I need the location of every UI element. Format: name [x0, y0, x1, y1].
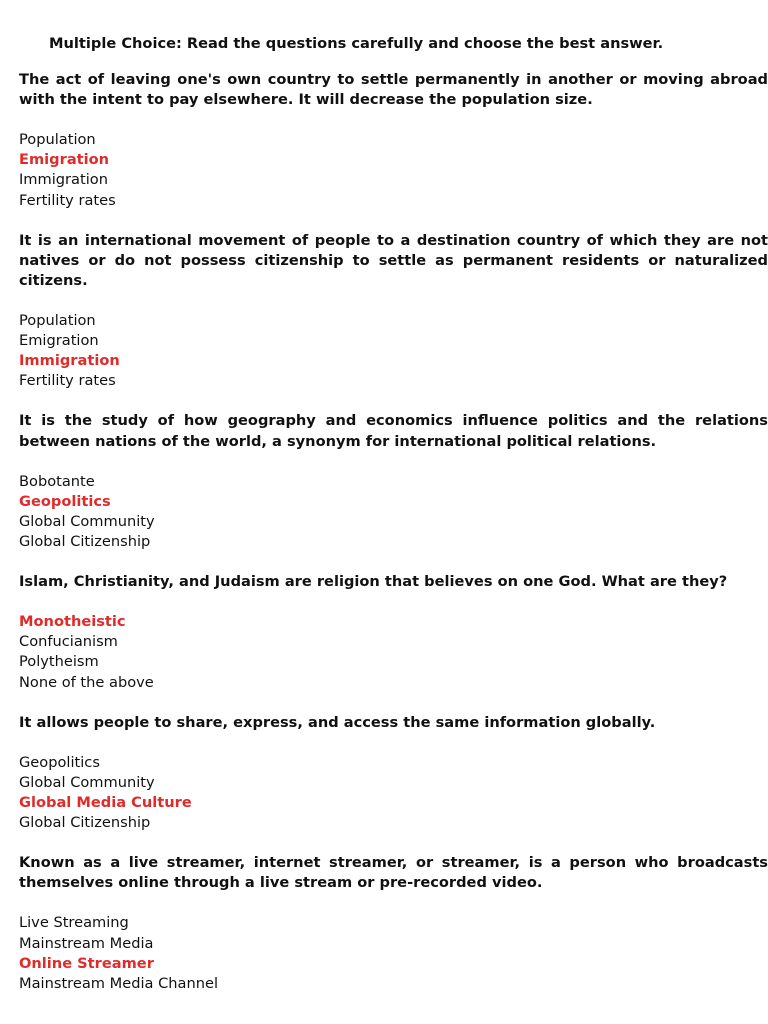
question-text: It is the study of how geography and economics influence politics and the relations between nations of the world, a synonym for international political relations. [19, 412, 768, 450]
correct-answer-option: Emigration [19, 151, 110, 169]
question-6 [19, 853, 768, 994]
correct-answer-option: Immigration [19, 352, 120, 370]
answer-option: Population [19, 131, 96, 149]
question-4 [19, 572, 768, 693]
question-text: Known as a live streamer, internet streamer, or streamer, is a person who broadcasts themselves online through a live stream or pre-recorded video. [19, 854, 768, 892]
answer-option: Polytheism [19, 653, 99, 671]
question-text: The act of leaving one's own country to settle permanently in another or moving abroad with the intent to pay elsewhere. It will decrease the population size. [19, 71, 768, 109]
answer-option: Fertility rates [19, 191, 116, 209]
correct-answer-option: Global Media Culture [19, 794, 192, 811]
question-3 [19, 411, 768, 552]
correct-answer-option: Online Streamer [19, 954, 154, 972]
question-text: Islam, Christianity, and Judaism are religion that believes on one God. What are they? [19, 573, 728, 591]
answer-option: Confucianism [19, 633, 118, 651]
answer-option: Geopolitics [19, 753, 100, 771]
question-text: It is an international movement of people to a destination country of which they are not natives or do not possess citizenship to settle as permanent residents or naturalized citizens. [19, 231, 768, 289]
question-1 [19, 70, 768, 211]
correct-answer-option: Geopolitics [19, 492, 111, 510]
question-5 [19, 713, 768, 834]
answer-option: Emigration [19, 332, 99, 350]
answer-option: Mainstream Media Channel [19, 974, 219, 992]
instructions-heading: Multiple Choice: Read the questions carefully and choose the best answer. [49, 35, 664, 52]
answer-option: Mainstream Media [19, 934, 154, 952]
question-list [19, 70, 768, 1014]
answer-option: Immigration [19, 171, 108, 189]
answer-option: Live Streaming [19, 914, 129, 932]
question-text: It allows people to share, express, and access the same information globally. [19, 713, 656, 731]
answer-option: Bobotante [19, 472, 95, 490]
answer-option: Population [19, 312, 96, 330]
answer-option: Global Community [19, 512, 155, 530]
answer-option: None of the above [19, 673, 154, 691]
question-2 [19, 231, 768, 392]
answer-option: Global Citizenship [19, 814, 151, 832]
correct-answer-option: Monotheistic [19, 613, 126, 631]
answer-option: Fertility rates [19, 372, 116, 390]
answer-option: Global Community [19, 773, 155, 791]
answer-option: Global Citizenship [19, 532, 151, 550]
